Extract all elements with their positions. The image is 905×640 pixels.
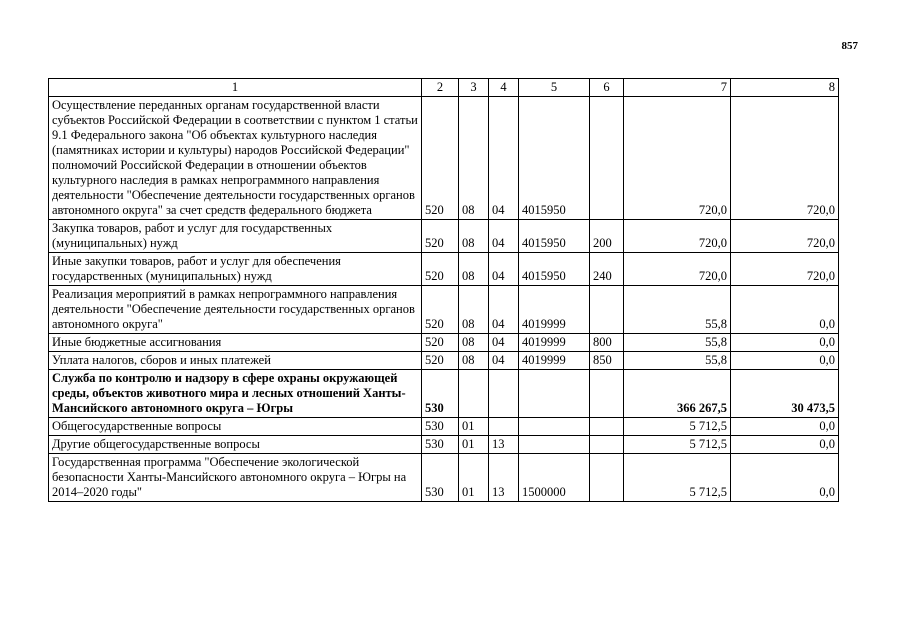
row-description: Общегосударственные вопросы (49, 418, 422, 436)
row-section: 01 (459, 454, 489, 502)
row-expense-type (590, 436, 624, 454)
row-amount-col7: 5 712,5 (624, 418, 731, 436)
row-target-article: 4015950 (519, 220, 590, 253)
budget-table (48, 78, 839, 502)
row-description: Другие общегосударственные вопросы (49, 436, 422, 454)
row-subsection (489, 370, 519, 418)
row-expense-type: 850 (590, 352, 624, 370)
row-description: Реализация мероприятий в рамках непрограммного направления деятельности "Обеспечение деятельности государственных органов автономного округа" (49, 286, 422, 334)
row-target-article (519, 436, 590, 454)
row-amount-col8: 720,0 (731, 253, 839, 286)
row-section: 01 (459, 436, 489, 454)
row-ministry-code: 520 (422, 286, 459, 334)
row-description: Закупка товаров, работ и услуг для государственных (муниципальных) нужд (49, 220, 422, 253)
header-cell: 1 (49, 79, 422, 97)
row-subsection (489, 418, 519, 436)
header-cell: 3 (459, 79, 489, 97)
row-amount-col7: 720,0 (624, 253, 731, 286)
table-row (49, 454, 839, 502)
row-target-article (519, 370, 590, 418)
table-row (49, 370, 839, 418)
row-subsection: 04 (489, 220, 519, 253)
row-target-article: 1500000 (519, 454, 590, 502)
row-ministry-code: 530 (422, 436, 459, 454)
row-subsection: 13 (489, 454, 519, 502)
header-cell: 2 (422, 79, 459, 97)
row-target-article (519, 418, 590, 436)
row-section: 08 (459, 220, 489, 253)
row-ministry-code: 530 (422, 454, 459, 502)
row-expense-type: 800 (590, 334, 624, 352)
row-ministry-code: 520 (422, 352, 459, 370)
header-cell: 8 (731, 79, 839, 97)
row-target-article: 4019999 (519, 334, 590, 352)
row-description: Иные бюджетные ассигнования (49, 334, 422, 352)
row-ministry-code: 520 (422, 220, 459, 253)
table-row (49, 253, 839, 286)
row-section (459, 370, 489, 418)
row-description: Осуществление переданных органам государственной власти субъектов Российской Федерации в соответствии с пунктом 1 статьи 9.1 Федерального закона "Об объектах культурного наследия (памятниках истории и культуры) народов Российской Федерации" полномочий Российской Федерации в отношении объектов культурного наследия в рамках непрограммного направления деятельности "Обеспечение деятельности государственных органов автономного округа" за счет средств федерального бюджета (49, 97, 422, 220)
row-section: 08 (459, 286, 489, 334)
row-subsection: 04 (489, 97, 519, 220)
row-amount-col8: 0,0 (731, 436, 839, 454)
row-target-article: 4019999 (519, 352, 590, 370)
row-amount-col8: 0,0 (731, 454, 839, 502)
row-description: Иные закупки товаров, работ и услуг для обеспечения государственных (муниципальных) нужд (49, 253, 422, 286)
row-section: 08 (459, 97, 489, 220)
row-amount-col7: 55,8 (624, 352, 731, 370)
header-cell: 4 (489, 79, 519, 97)
table-row (49, 418, 839, 436)
header-cell: 7 (624, 79, 731, 97)
table-row (49, 97, 839, 220)
row-description: Уплата налогов, сборов и иных платежей (49, 352, 422, 370)
table-row (49, 220, 839, 253)
row-target-article: 4019999 (519, 286, 590, 334)
row-amount-col7: 5 712,5 (624, 454, 731, 502)
row-amount-col8: 0,0 (731, 286, 839, 334)
header-cell: 6 (590, 79, 624, 97)
row-section: 08 (459, 334, 489, 352)
row-amount-col8: 720,0 (731, 220, 839, 253)
row-ministry-code: 520 (422, 334, 459, 352)
row-expense-type (590, 454, 624, 502)
row-subsection: 04 (489, 286, 519, 334)
row-amount-col8: 0,0 (731, 352, 839, 370)
row-amount-col7: 366 267,5 (624, 370, 731, 418)
row-description: Государственная программа "Обеспечение экологической безопасности Ханты-Мансийского автономного округа – Югры на 2014–2020 годы" (49, 454, 422, 502)
row-ministry-code: 530 (422, 370, 459, 418)
row-subsection: 04 (489, 253, 519, 286)
table-row (49, 334, 839, 352)
row-section: 08 (459, 352, 489, 370)
row-target-article: 4015950 (519, 97, 590, 220)
row-subsection: 13 (489, 436, 519, 454)
row-amount-col8: 0,0 (731, 418, 839, 436)
row-subsection: 04 (489, 352, 519, 370)
row-expense-type: 240 (590, 253, 624, 286)
row-amount-col8: 30 473,5 (731, 370, 839, 418)
row-section: 01 (459, 418, 489, 436)
row-amount-col7: 5 712,5 (624, 436, 731, 454)
row-amount-col7: 720,0 (624, 97, 731, 220)
row-subsection: 04 (489, 334, 519, 352)
row-amount-col7: 720,0 (624, 220, 731, 253)
table-row (49, 436, 839, 454)
header-cell: 5 (519, 79, 590, 97)
row-amount-col7: 55,8 (624, 286, 731, 334)
row-ministry-code: 530 (422, 418, 459, 436)
row-expense-type (590, 286, 624, 334)
row-description: Служба по контролю и надзору в сфере охраны окружающей среды, объектов животного мира и лесных отношений Ханты-Мансийского автономного округа – Югры (49, 370, 422, 418)
table-row (49, 352, 839, 370)
row-expense-type: 200 (590, 220, 624, 253)
row-amount-col8: 0,0 (731, 334, 839, 352)
row-ministry-code: 520 (422, 253, 459, 286)
row-expense-type (590, 97, 624, 220)
row-target-article: 4015950 (519, 253, 590, 286)
row-ministry-code: 520 (422, 97, 459, 220)
row-section: 08 (459, 253, 489, 286)
table-row (49, 286, 839, 334)
row-expense-type (590, 418, 624, 436)
row-amount-col7: 55,8 (624, 334, 731, 352)
table-header-row (49, 79, 839, 97)
row-amount-col8: 720,0 (731, 97, 839, 220)
row-expense-type (590, 370, 624, 418)
page-number: 857 (841, 40, 858, 52)
table-body (49, 79, 839, 502)
